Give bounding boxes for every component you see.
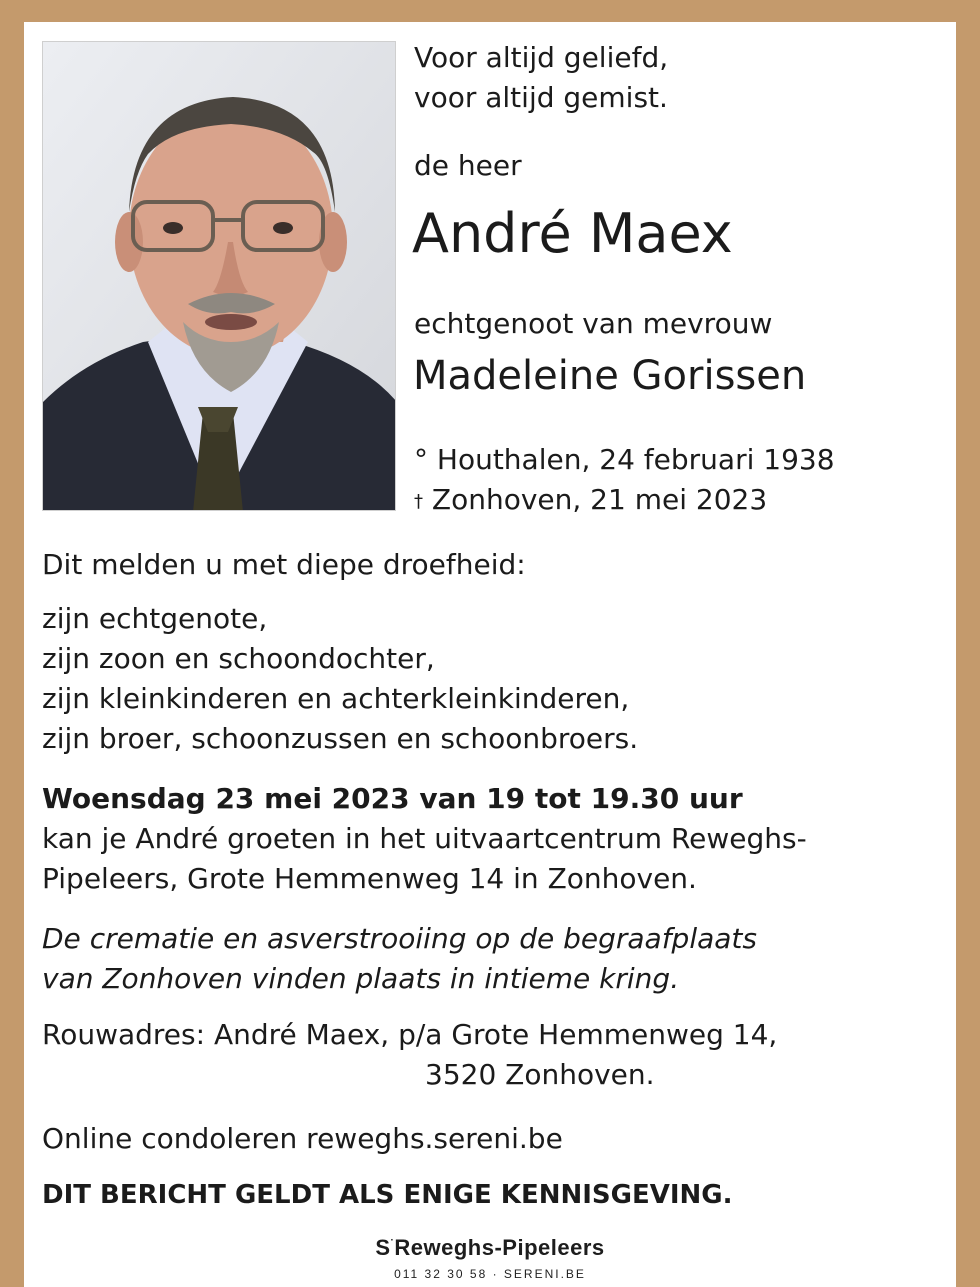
cross-symbol: †	[414, 491, 423, 512]
death-text: Zonhoven, 21 mei 2023	[431, 483, 768, 516]
brand-mark: S	[375, 1235, 391, 1260]
notice-statement: DIT BERICHT GELDT ALS ENIGE KENNISGEVING.	[42, 1180, 733, 1210]
brand-name: Reweghs-Pipeleers	[394, 1235, 605, 1260]
spouse-name: Madeleine Gorissen	[413, 353, 807, 399]
visitation-line-3: Pipeleers, Grote Hemmenweg 14 in Zonhoven.	[42, 862, 697, 895]
online-condolence: Online condoleren reweghs.sereni.be	[42, 1122, 563, 1155]
spouse-intro: echtgenoot van mevrouw	[414, 307, 773, 340]
brand-contact: 011 32 30 58 · SERENI.BE	[394, 1267, 586, 1281]
deceased-name: André Maex	[412, 202, 733, 265]
visitation-datetime: Woensdag 23 mei 2023 van 19 tot 19.30 uur	[42, 782, 743, 815]
frame-band-right	[956, 515, 980, 1287]
family-line-3: zijn kleinkinderen en achterkleinkinderen,	[42, 682, 630, 715]
family-line-1: zijn echtgenote,	[42, 602, 268, 635]
brand-name-row: S·Reweghs-Pipeleers	[375, 1235, 605, 1260]
family-line-2: zijn zoon en schoondochter,	[42, 642, 435, 675]
funeral-home-logo	[314, 1232, 666, 1287]
address-line-1: Rouwadres: André Maex, p/a Grote Hemmenweg 14,	[42, 1018, 778, 1051]
visitation-line-2: kan je André groeten in het uitvaartcentrum Reweghs-	[42, 822, 807, 855]
frame-band-left	[0, 515, 24, 1287]
address-line-2: 3520 Zonhoven.	[425, 1058, 655, 1091]
family-line-4: zijn broer, schoonzussen en schoonbroers.	[42, 722, 639, 755]
portrait-illustration	[43, 42, 396, 511]
announcement: Dit melden u met diepe droefheid:	[42, 548, 526, 581]
tagline-line-1: Voor altijd geliefd,	[414, 41, 669, 74]
death-line	[414, 480, 767, 520]
honorific: de heer	[414, 149, 522, 182]
cremation-line-1: De crematie en asverstrooiing op de begraafplaats	[42, 922, 757, 955]
portrait-photo	[42, 41, 396, 511]
cremation-line-2: van Zonhoven vinden plaats in intieme kring.	[42, 962, 680, 995]
tagline-line-2: voor altijd gemist.	[414, 81, 668, 114]
birth-line: ° Houthalen, 24 februari 1938	[414, 443, 835, 476]
